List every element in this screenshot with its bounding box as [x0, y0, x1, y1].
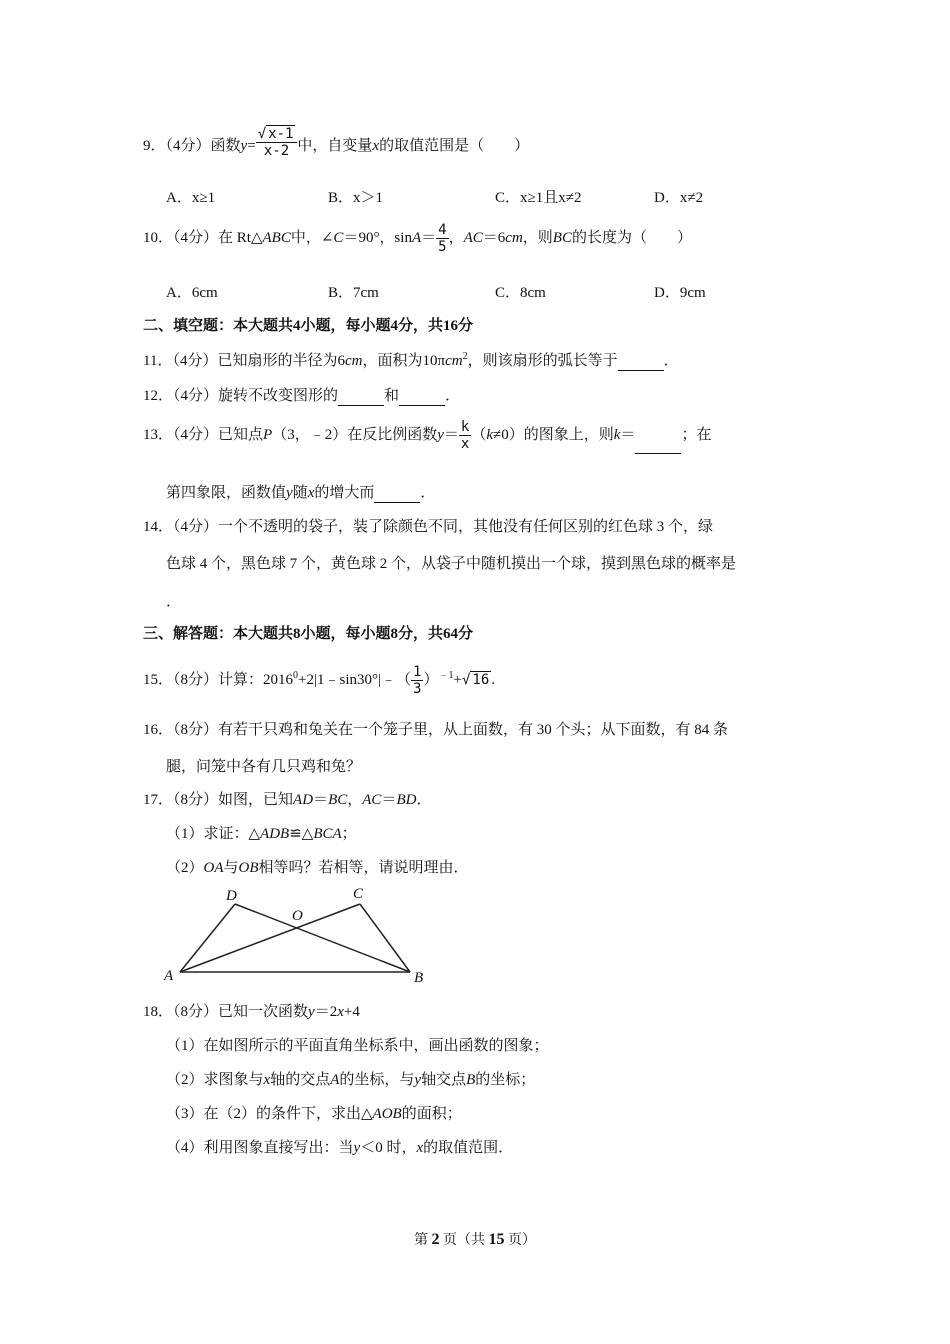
- q10-option-b: B．7cm: [328, 285, 379, 301]
- q18-text: 已知一次函数: [218, 1004, 309, 1020]
- q10-bc: BC: [552, 230, 572, 246]
- q18-text2: ＝2: [314, 1004, 338, 1020]
- q11-number: 11．: [143, 353, 173, 369]
- q13-text: 已知点: [218, 427, 264, 443]
- q16-score: （8分）: [173, 722, 219, 738]
- q10-number: 10．: [143, 230, 174, 246]
- q12-blank-2: [399, 388, 445, 406]
- q17-bd: BD: [396, 792, 417, 808]
- footer-total-pages: 15: [488, 1231, 505, 1248]
- figure-label-a: A: [164, 968, 174, 984]
- q17-ac: AC: [362, 792, 382, 808]
- q13-line: [143, 417, 711, 454]
- q15-superscript-neg1: ﹣1: [438, 670, 454, 681]
- q13-p: P: [263, 427, 273, 443]
- q18-part2-text3: 的坐标，与: [339, 1072, 415, 1088]
- q10-text5: ，: [448, 230, 464, 246]
- q17-geometry-figure: [160, 880, 440, 990]
- figure-label-d: D: [226, 888, 237, 904]
- q16-number: 16．: [143, 722, 174, 738]
- footer-page-number: 2: [431, 1231, 440, 1248]
- q13-text5: ＝: [620, 427, 636, 443]
- q15-fraction-denominator: 3: [413, 681, 422, 698]
- q9-sqrt: √ x-1: [257, 126, 294, 143]
- q13-text3: （: [471, 427, 487, 443]
- q10-abc: ABC: [262, 230, 291, 246]
- q18-text3: +4: [343, 1004, 360, 1020]
- q9-fraction: [256, 126, 298, 159]
- q14-text-line1: 一个不透明的袋子，装了除颜色不同，其他没有任何区别的红色球 3 个，绿: [218, 519, 714, 535]
- q9-equals: =: [247, 138, 256, 154]
- q15-fraction-numerator: 1: [413, 664, 422, 681]
- q12-blank-1: [338, 388, 384, 406]
- q10-text3: ＝90°，sin: [343, 230, 412, 246]
- q12-line: [143, 384, 460, 406]
- q11-blank: [618, 353, 664, 371]
- q11-line: [143, 349, 679, 371]
- q13-line2-text: 第四象限，函数值: [166, 485, 287, 501]
- q13-line2: [166, 481, 435, 503]
- q13-line2-text3: 的增大而: [314, 485, 375, 501]
- q15-text2: +2|1﹣sin30°|﹣（: [298, 672, 412, 688]
- q18-part3-text: （3）在（2）的条件下，求出△: [166, 1106, 373, 1122]
- q13-text4: ≠0）的图象上，则: [493, 427, 614, 443]
- q15-number: 15．: [143, 672, 174, 688]
- q17-part1-text: （1）求证：△: [166, 826, 261, 842]
- q16-line1: [143, 718, 728, 739]
- q10-text4: ＝: [421, 230, 437, 246]
- q15-fraction: [411, 664, 423, 697]
- q18-part2-b: B: [466, 1072, 476, 1088]
- q15-plus: +: [453, 672, 462, 688]
- q18-y: y: [308, 1004, 315, 1020]
- q10-fraction: [436, 222, 448, 255]
- q10-ac: AC: [463, 230, 483, 246]
- q10-a: A: [411, 230, 422, 246]
- q13-end: ．: [420, 485, 436, 501]
- q16-line2: 腿，问笼中各有几只鸡和兔？: [166, 759, 362, 775]
- q9-option-b: B．x＞1: [328, 190, 384, 206]
- q14-line1: [143, 515, 713, 536]
- q18-part4-text2: ＜0 时，: [360, 1140, 417, 1156]
- q18-part1: （1）在如图所示的平面直角坐标系中，画出函数的图象；: [166, 1038, 549, 1054]
- q17-congruent: ≌△: [289, 826, 314, 842]
- q9-option-a: A．x≥1: [166, 190, 216, 206]
- q15-text3: ）: [423, 672, 439, 688]
- q9-line: [143, 128, 529, 164]
- q18-part4-x: x: [416, 1140, 424, 1156]
- q15-text: 计算：2016: [218, 672, 294, 688]
- q12-text2: 和: [384, 388, 400, 404]
- q17-ad: AD: [293, 792, 314, 808]
- q13-k2: k: [613, 427, 621, 443]
- q13-y: y: [437, 427, 444, 443]
- q11-text2: ，面积为10π: [362, 353, 446, 369]
- q17-bca: BCA: [313, 826, 342, 842]
- q10-text2: 中，∠: [290, 230, 334, 246]
- q18-score: （8分）: [173, 1004, 219, 1020]
- q18-part2-a: A: [330, 1072, 340, 1088]
- q17-line: [143, 788, 431, 809]
- q17-separator: ，: [347, 792, 363, 808]
- q13-x2: x: [307, 485, 315, 501]
- q10-score: （4分）: [173, 230, 219, 246]
- q18-x: x: [337, 1004, 344, 1020]
- q17-adb: ADB: [260, 826, 290, 842]
- section3-heading: 三、解答题：本大题共8小题，每小题8分，共64分: [143, 626, 474, 642]
- q17-part2-text3: 相等吗？若相等，请说明理由．: [258, 860, 469, 876]
- q18-part3: [166, 1102, 462, 1123]
- q13-fraction: [459, 419, 471, 452]
- q10-text7: ，则: [522, 230, 553, 246]
- q18-aob: AOB: [372, 1106, 402, 1122]
- q13-fraction-numerator: k: [460, 419, 470, 436]
- figure-label-o: O: [292, 908, 303, 924]
- q9-number: 9．: [143, 138, 166, 154]
- q11-text: 已知扇形的半径为6: [217, 353, 345, 369]
- q12-text: 旋转不改变图形的: [218, 388, 339, 404]
- figure-label-b: B: [414, 970, 424, 986]
- q15-radicand: 16: [472, 672, 490, 688]
- q12-end: ．: [445, 388, 461, 404]
- q18-number: 18．: [143, 1004, 174, 1020]
- q18-part4-y: y: [353, 1140, 361, 1156]
- q11-text3: ，则该扇形的弧长等于: [467, 353, 618, 369]
- q11-score: （4分）: [172, 353, 218, 369]
- q9-option-c: C．x≥1且x≠2: [495, 190, 582, 206]
- figure-line-db: [235, 904, 410, 972]
- q17-text: 如图，已知: [218, 792, 294, 808]
- q9-var-y: y: [240, 138, 248, 154]
- q17-part2-text2: 与: [223, 860, 239, 876]
- q17-equals-2: ＝: [381, 792, 397, 808]
- q10-fraction-denominator: 5: [438, 239, 447, 256]
- q18-part2-text5: 的坐标；: [475, 1072, 536, 1088]
- q17-number: 17．: [143, 792, 174, 808]
- q13-text6: ；在: [681, 427, 712, 443]
- q10-cm: cm: [505, 230, 523, 246]
- q17-ob: OB: [238, 860, 259, 876]
- q10-line: [143, 220, 692, 256]
- q11-superscript: 2: [462, 351, 468, 362]
- q13-score: （4分）: [173, 427, 219, 443]
- q18-part3-text2: 的面积；: [401, 1106, 462, 1122]
- q17-part1: [166, 822, 357, 843]
- q18-part2-x: x: [263, 1072, 271, 1088]
- q17-equals-1: ＝: [313, 792, 329, 808]
- q9-text: 函数: [210, 138, 241, 154]
- q18-part2-text2: 轴的交点: [270, 1072, 331, 1088]
- q16-text-line1: 有若干只鸡和兔关在一个笼子里，从上面数，有 30 个头；从下面数，有 84 条: [218, 722, 729, 738]
- q17-part2: [166, 856, 469, 877]
- q12-number: 12．: [143, 388, 174, 404]
- q9-option-d: D．x≠2: [654, 190, 704, 206]
- q13-blank-2: [374, 485, 420, 503]
- q10-option-d: D．9cm: [654, 285, 706, 301]
- q13-y2: y: [286, 485, 293, 501]
- q14-line2: 色球 4 个，黑色球 7 个，黄色球 2 个，从袋子中随机摸出一个球，摸到黑色球的概率是: [166, 556, 737, 572]
- q11-end: ．: [663, 353, 679, 369]
- q12-score: （4分）: [173, 388, 219, 404]
- q14-score: （4分）: [173, 519, 219, 535]
- q9-fraction-numerator: [256, 126, 298, 143]
- q11-cm: cm: [344, 353, 363, 369]
- q17-score: （8分）: [173, 792, 219, 808]
- q17-oa: OA: [203, 860, 224, 876]
- q18-part4-text: （4）利用图象直接写出：当: [166, 1140, 354, 1156]
- q15-line: [143, 658, 495, 698]
- q15-superscript-0: 0: [293, 670, 299, 681]
- figure-label-c: C: [353, 886, 364, 902]
- q9-text2: 中，自变量: [297, 138, 373, 154]
- q14-number: 14．: [143, 519, 174, 535]
- q13-text2: （3，﹣2）在反比例函数: [272, 427, 438, 443]
- q18-part2: [166, 1068, 535, 1089]
- q11-cm2: cm: [445, 353, 463, 369]
- section2-heading: 二、填空题：本大题共4小题，每小题4分，共16分: [143, 318, 474, 334]
- q14-line3: ．: [166, 594, 182, 610]
- q13-number: 13．: [143, 427, 174, 443]
- q15-score: （8分）: [173, 672, 219, 688]
- q13-k: k: [486, 427, 494, 443]
- q10-fraction-numerator: 4: [438, 222, 447, 239]
- q17-end: ．: [416, 792, 432, 808]
- q18-part2-y: y: [414, 1072, 422, 1088]
- q17-bc: BC: [328, 792, 348, 808]
- q18-part4-text3: 的取值范围．: [423, 1140, 514, 1156]
- q15-sqrt: √ 16: [461, 672, 490, 688]
- footer-suffix: 页）: [508, 1233, 536, 1248]
- q13-fraction-denominator: x: [460, 436, 470, 453]
- q10-text6: ＝6: [482, 230, 506, 246]
- q18-part4: [166, 1136, 513, 1157]
- q9-score: （4分）: [165, 138, 211, 154]
- q18-part2-text4: 轴交点: [421, 1072, 467, 1088]
- q9-radicand: x-1: [268, 126, 294, 143]
- q17-part2-text: （2）: [166, 860, 204, 876]
- q9-fraction-denominator: x-2: [263, 143, 290, 160]
- q10-option-a: A．6cm: [166, 285, 218, 301]
- q9-var-x: x: [372, 138, 380, 154]
- footer-prefix: 第: [414, 1233, 428, 1248]
- q13-equals: ＝: [443, 427, 459, 443]
- footer-middle: 页（共: [443, 1233, 485, 1248]
- q10-text: 在 Rt△: [218, 230, 263, 246]
- q10-c: C: [333, 230, 344, 246]
- q13-blank-1: [635, 417, 681, 454]
- q10-option-c: C．8cm: [495, 285, 546, 301]
- q18-part2-text: （2）求图象与: [166, 1072, 264, 1088]
- q10-text8: 的长度为（ ）: [571, 230, 692, 246]
- q13-line2-text2: 随: [292, 485, 308, 501]
- q18-line: [143, 1000, 360, 1021]
- page-footer: [0, 1229, 950, 1249]
- q9-text3: 的取值范围是（ ）: [379, 138, 530, 154]
- q15-end: .: [491, 672, 495, 688]
- q17-part1-end: ；: [341, 826, 357, 842]
